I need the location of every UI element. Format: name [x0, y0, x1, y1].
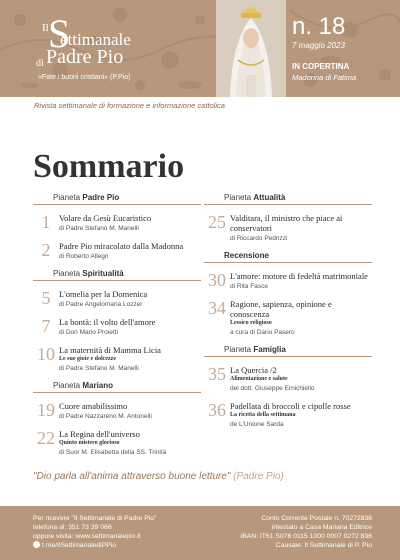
payment-info [240, 514, 372, 550]
article-author: di Suor M. Elisabetta della SS. Trinità [59, 449, 167, 456]
telegram-text: t.me/IlSettimanalediPPio [42, 542, 117, 549]
quote-author: (Padre Pio) [233, 471, 284, 482]
section-header [33, 381, 201, 393]
page-number: 7 [41, 316, 51, 336]
article-author: di Padre Nazzareno M. Antonelli [59, 413, 152, 420]
entry-body [59, 345, 201, 373]
cover-image [216, 0, 286, 97]
section-name: Padre Pio [82, 193, 120, 202]
section-name: Mariano [82, 381, 114, 390]
article-author: a cura di Dario Pasero [230, 329, 295, 336]
article-title: La maternità di Mamma Licia [59, 345, 161, 355]
section-header [204, 193, 372, 205]
entry-body [59, 241, 201, 261]
toc-entry[interactable] [33, 241, 201, 261]
page-number: 34 [208, 298, 226, 318]
page-number: 35 [208, 364, 226, 384]
section-prefix: Pianeta [53, 269, 83, 278]
toc-entry[interactable] [33, 429, 201, 457]
madonna-figure-icon [216, 0, 286, 97]
article-author: di Padre Angelomaria Lozzer [59, 301, 143, 308]
logo-settimanale: ettimanale [60, 30, 131, 49]
toc-entry[interactable] [33, 213, 201, 233]
section-prefix: Pianeta [224, 345, 254, 354]
section-prefix: Pianeta [53, 381, 83, 390]
page-number: 25 [208, 212, 226, 232]
pull-quote [33, 471, 284, 482]
page-number: 36 [208, 400, 226, 420]
article-author: di Rita Fasce [230, 283, 268, 290]
footer [0, 506, 400, 560]
section-prefix: Pianeta [53, 193, 83, 202]
entry-body [230, 401, 372, 429]
toc-left-column [33, 193, 201, 457]
page-title: Sommario [33, 148, 185, 185]
entry-body [230, 213, 372, 243]
entry-body [59, 401, 201, 421]
page-number: 1 [41, 212, 51, 232]
page-number: 10 [37, 344, 55, 364]
quote-text: "Dio parla all'anima attraverso buone letture" [33, 471, 231, 482]
cover-label: IN COPERTINA [292, 62, 350, 71]
article-subtitle: Alimentazione e salute [230, 376, 288, 382]
section-header [204, 251, 372, 263]
toc-entry[interactable] [33, 289, 201, 309]
article-subtitle: Quinto mistero glorioso [59, 440, 120, 446]
article-author: di Don Mario Proietti [59, 329, 118, 336]
logo-il: Il [42, 22, 49, 34]
entry-body [59, 317, 201, 337]
subscribe-line: Per ricevere "Il Settimanale di Padre Pio" [33, 515, 157, 522]
article-title: L'omelia per la Domenica [59, 289, 148, 299]
article-author: di Riccardo Pedrizzi [230, 235, 288, 242]
article-title: Padellata di broccoli e cipolle rosse [230, 401, 351, 411]
logo-motto: «Fate i buoni cristiani» (P.Pio) [38, 74, 131, 81]
toc-entry[interactable] [33, 317, 201, 337]
article-author: di Roberto Allegri [59, 253, 109, 260]
subscription-info [33, 514, 156, 550]
article-title: Volare da Gesù Eucaristico [59, 213, 152, 223]
toc-entry[interactable] [204, 271, 372, 291]
toc-entry[interactable] [204, 401, 372, 429]
article-title: La Regina dell'universo [59, 429, 140, 439]
toc-right-column [204, 193, 372, 429]
section-name: Spiritualità [82, 269, 124, 278]
toc-entry[interactable] [204, 365, 372, 393]
entry-body [230, 365, 372, 393]
section-header [33, 193, 201, 205]
article-title: Padre Pio miracolato dalla Madonna [59, 241, 184, 251]
entry-body [59, 289, 201, 309]
page-number: 5 [41, 288, 51, 308]
page-number: 19 [37, 400, 55, 420]
page-number: 30 [208, 270, 226, 290]
page-number: 22 [37, 428, 55, 448]
payment-reason: Causale: Il Settimanale di P. Pio [275, 542, 372, 549]
issue-info [292, 14, 356, 82]
section-name: Attualità [253, 193, 286, 202]
toc-entry[interactable] [204, 213, 372, 243]
article-author: di Padre Stefano M. Manelli [59, 365, 139, 372]
cover-subject: Madonna di Fatima [292, 73, 357, 82]
website-link[interactable]: oppure visita: www.settimanalepio.it [33, 533, 141, 540]
toc-entry[interactable] [33, 345, 201, 373]
article-author: di Padre Stefano M. Manelli [59, 225, 139, 232]
logo-di: di [36, 58, 44, 69]
article-author: del dott. Giuseppe Ernichiello [230, 385, 315, 392]
phone-line: telefona al: 351 73 39 066 [33, 524, 112, 531]
issue-date: 7 maggio 2023 [292, 41, 345, 50]
article-title: Valditara, il ministro che piace ai conservatori [230, 213, 343, 233]
iban: IBAN: IT61 S076 0115 1000 0007 0272 836 [240, 533, 372, 540]
article-title: L'amore: motore di fedeltà matrimoniale [230, 271, 368, 281]
article-author: de L'Unione Sarda [230, 421, 284, 428]
article-title: La Quercia /2 [230, 365, 277, 375]
entry-body [59, 213, 201, 233]
section-name: Famiglia [253, 345, 286, 354]
publication-subtitle: Rivista settimanale di formazione e informazione cattolica [34, 101, 225, 110]
article-subtitle: La ricetta della settimana [230, 412, 296, 418]
toc-entry[interactable] [204, 299, 372, 337]
logo-padre-pio: Padre Pio [46, 46, 124, 68]
masthead [0, 0, 400, 97]
toc-entry[interactable] [33, 401, 201, 421]
section-header [33, 269, 201, 281]
article-title: Ragione, sapienza, opinione e conoscenza [230, 299, 332, 319]
telegram-icon [33, 541, 40, 548]
section-header [204, 345, 372, 357]
entry-body [230, 271, 372, 291]
telegram-link[interactable] [33, 541, 156, 550]
page-number: 2 [41, 240, 51, 260]
article-subtitle: Le sue gioie e dolcezze [59, 356, 116, 362]
section-name: Recensione [224, 251, 269, 260]
issue-number: n. 18 [292, 13, 346, 40]
section-prefix: Pianeta [224, 193, 254, 202]
article-title: La bontà: il volto dell'amore [59, 317, 156, 327]
postal-account: Conto Corrente Postale n. 70272836 [261, 515, 372, 522]
account-holder: intestato a Casa Mariana Editrice [271, 524, 372, 531]
logo-initial: S [48, 11, 71, 56]
article-title: Cuore amabilissimo [59, 401, 128, 411]
entry-body [59, 429, 201, 457]
entry-body [230, 299, 372, 337]
article-subtitle: Lessico religioso [230, 320, 272, 326]
